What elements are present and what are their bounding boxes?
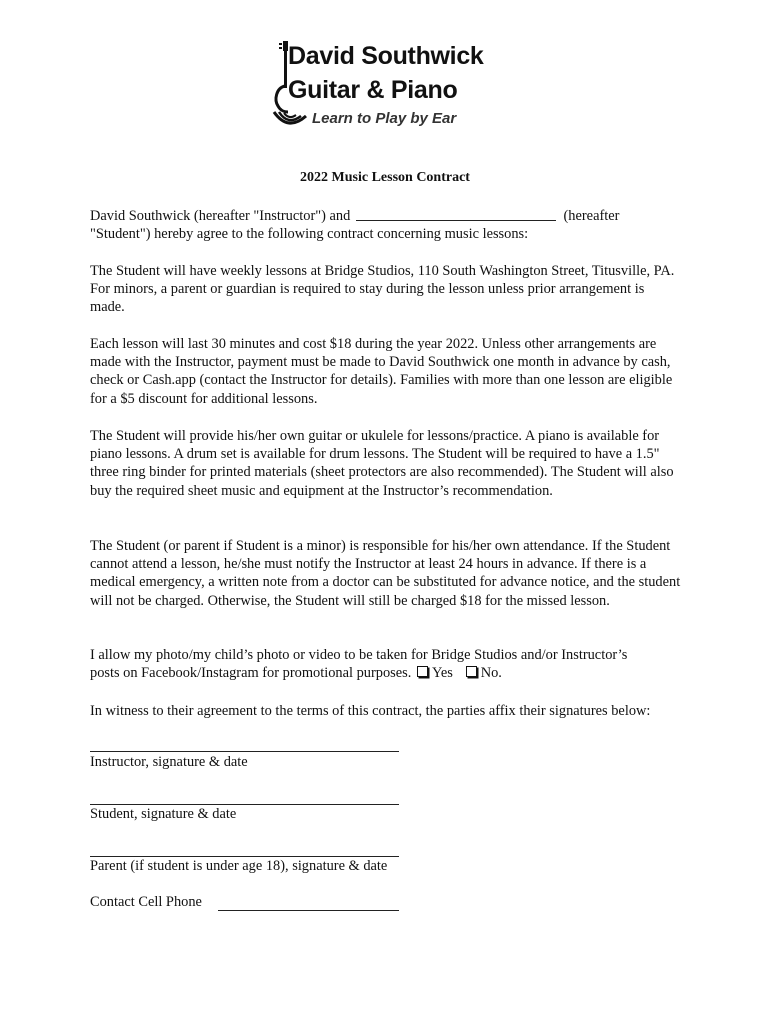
witness-statement: In witness to their agreement to the terms of this contract, the parties affix their signatures below:: [90, 703, 651, 719]
attendance-paragraph: The Student (or parent if Student is a minor) is responsible for his/her own attendance. If the Student cannot attend a lesson, he/she must notify the Instructor at least 24 hours in advance. If there is a medical emergency, a written note from a doctor can be substituted for advance notice, and the student will not be charged. Otherwise, the Student will still be charged $18 for the missed lesson.: [90, 538, 681, 609]
instructor-signature-line[interactable]: [90, 751, 399, 752]
location-paragraph: The Student will have weekly lessons at Bridge Studios, 110 South Washington Street, Titusville, PA. For minors, a parent or guardian is required to stay during the lesson unless prior arrangement is made.: [90, 263, 675, 316]
student-name-field[interactable]: [356, 208, 556, 221]
logo-name-line2: Guitar & Piano: [288, 76, 458, 104]
student-signature-line[interactable]: [90, 804, 399, 805]
logo-tagline: Learn to Play by Ear: [312, 110, 457, 127]
company-logo: [268, 40, 508, 132]
cost-paragraph: Each lesson will last 30 minutes and cost $18 during the year 2022. Unless other arrangements are made with the Instructor, payment must be made to David Southwick one month in advance by cash, check or Cash.app (contact the Instructor for details). Families with more than one lesson are eligible for a $5 discount for additional lessons.: [90, 336, 673, 407]
intro-paragraph: [90, 207, 682, 243]
photo-consent-paragraph: [90, 646, 682, 682]
contact-phone-label: Contact Cell Phone: [90, 894, 202, 910]
document-title: 2022 Music Lesson Contract: [300, 170, 470, 185]
parent-signature-line[interactable]: [90, 856, 399, 857]
intro-line-2: "Student") hereby agree to the following contract concerning music lessons:: [90, 226, 529, 243]
no-checkbox[interactable]: [466, 666, 477, 677]
yes-label: Yes: [431, 665, 453, 682]
no-label: No.: [480, 665, 502, 682]
materials-paragraph: The Student will provide his/her own guitar or ukulele for lessons/practice. A piano is available for piano lessons. A drum set is available for drum lessons. The Student will be required to have a 1.5" three ring binder for printed materials (sheet protectors are also recommended). The Student will also buy the required sheet music and equipment at the Instructor’s recommendation.: [90, 428, 674, 499]
contact-phone-field[interactable]: [218, 910, 399, 911]
yes-checkbox[interactable]: [417, 666, 428, 677]
instructor-signature-label: Instructor, signature & date: [90, 754, 248, 770]
intro-line-1: [90, 207, 682, 225]
student-signature-label: Student, signature & date: [90, 806, 237, 822]
photo-consent-text: posts on Facebook/Instagram for promotional purposes.: [90, 665, 412, 682]
photo-consent-line-2: [90, 664, 682, 682]
photo-consent-line-1: I allow my photo/my child’s photo or video to be taken for Bridge Studios and/or Instructor’s: [90, 647, 628, 663]
intro-text-end: (hereafter: [563, 208, 620, 224]
logo-name-line1: David Southwick: [288, 42, 484, 70]
intro-text-start: David Southwick (hereafter "Instructor") and: [90, 208, 351, 224]
parent-signature-label: Parent (if student is under age 18), signature & date: [90, 858, 388, 874]
